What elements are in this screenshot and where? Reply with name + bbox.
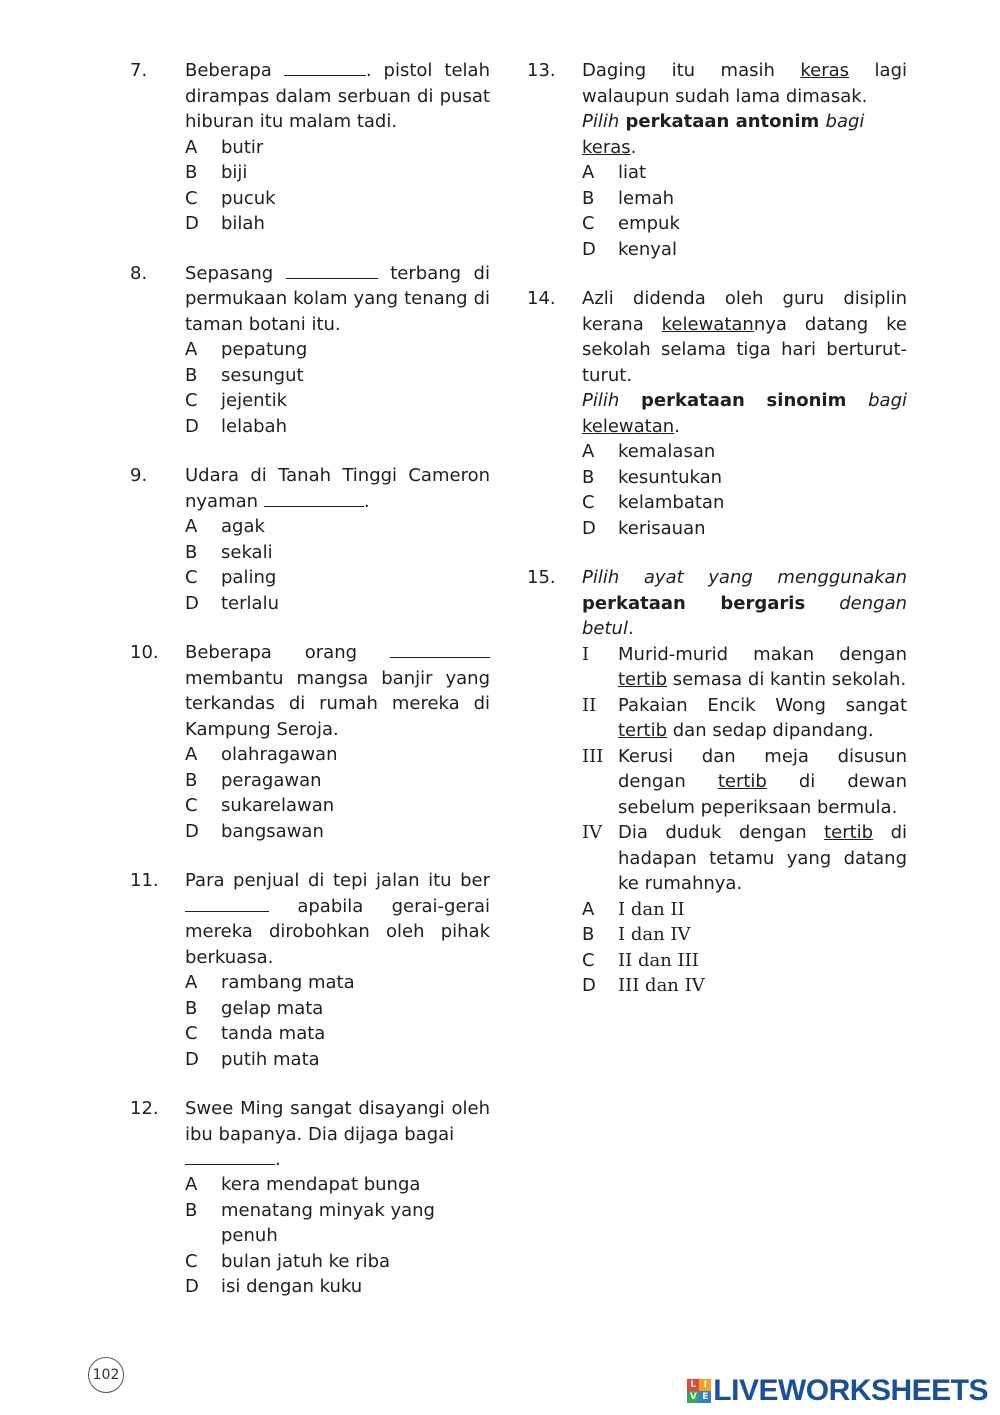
option-d[interactable]: D bangsawan — [185, 820, 324, 842]
question-number: 8. — [130, 262, 148, 284]
option-c[interactable]: C pucuk — [185, 187, 276, 209]
option-d[interactable]: D isi dengan kuku — [185, 1276, 363, 1297]
statement-iv: IV Dia duduk dengan tertib di hadapan tetamu yang datang ke rumahnya. — [582, 822, 907, 894]
question-11 — [130, 868, 490, 1072]
question-number: 12. — [130, 1098, 159, 1119]
option-b[interactable]: B biji — [185, 162, 248, 183]
question-7 — [130, 58, 490, 237]
option-c[interactable]: C paling — [185, 567, 277, 588]
question-8 — [130, 261, 490, 440]
question-number: 11. — [130, 870, 159, 891]
option-c[interactable]: C bulan jatuh ke riba — [185, 1250, 391, 1272]
option-b[interactable]: B gelap mata — [185, 997, 324, 1019]
question-instruction: Pilih ayat yang menggunakan perkataan bergaris dengan betul. — [582, 567, 908, 639]
options-list — [185, 337, 490, 439]
liveworksheets-icon: L I V E — [687, 1379, 711, 1403]
option-b[interactable]: B sekali — [185, 541, 273, 563]
option-b[interactable]: B menatang minyak yang penuh — [185, 1199, 435, 1246]
option-c[interactable]: C sukarelawan — [185, 795, 335, 816]
option-a[interactable]: A agak — [185, 516, 265, 537]
option-a[interactable]: A rambang mata — [185, 972, 355, 993]
option-d[interactable]: D kenyal — [582, 238, 677, 260]
statements-list — [582, 642, 907, 897]
options-list — [185, 514, 490, 616]
options-list — [185, 970, 490, 1072]
option-d[interactable]: D lelabah — [185, 415, 287, 437]
options-list — [582, 160, 907, 262]
options-list — [185, 1172, 490, 1300]
option-a[interactable]: A olahragawan — [185, 744, 338, 765]
question-number: 10. — [130, 642, 159, 663]
option-b[interactable]: B lemah — [582, 187, 675, 209]
statement-i: I Murid-murid makan dengan tertib semasa di kantin sekolah. — [582, 643, 907, 690]
question-13 — [527, 58, 907, 262]
options-list — [582, 439, 907, 541]
question-number: 15. — [527, 567, 556, 588]
liveworksheets-logo — [687, 1374, 988, 1408]
question-number: 14. — [527, 288, 556, 309]
answer-blank[interactable] — [185, 1150, 275, 1165]
question-stem: Sepasang terbang di permukaan kolam yang tenang di taman botani itu. — [185, 262, 490, 335]
right-column — [527, 58, 907, 999]
options-list — [582, 897, 907, 999]
question-stem: Udara di Tanah Tinggi Cameron nyaman . — [185, 465, 490, 512]
option-a[interactable]: A pepatung — [185, 339, 308, 360]
options-list — [185, 742, 490, 844]
question-number: 9. — [130, 465, 148, 486]
option-d[interactable]: D kerisauan — [582, 517, 706, 539]
question-14 — [527, 286, 907, 541]
question-stem: Swee Ming sangat disayangi oleh ibu bapanya. Dia dijaga bagai . — [185, 1098, 490, 1170]
question-stem: Azli didenda oleh guru disiplin kerana kelewatannya datang ke sekolah selama tiga hari berturut-turut. — [582, 288, 907, 386]
question-9 — [130, 463, 490, 616]
option-c[interactable]: C tanda mata — [185, 1023, 326, 1044]
question-stem: Beberapa orang membantu mangsa banjir yang terkandas di rumah mereka di Kampung Seroja. — [185, 642, 490, 740]
left-column — [130, 58, 490, 1300]
option-d[interactable]: D bilah — [185, 213, 265, 234]
question-15 — [527, 565, 907, 999]
question-number: 13. — [527, 60, 556, 81]
question-10 — [130, 640, 490, 844]
answer-blank[interactable] — [185, 897, 269, 912]
answer-blank[interactable] — [390, 643, 490, 658]
option-d[interactable]: D terlalu — [185, 592, 279, 614]
statement-iii: III Kerusi dan meja disusun dengan tertib di dewan sebelum peperiksaan bermula. — [582, 745, 907, 818]
question-stem: Daging itu masih keras lagi walaupun sudah lama dimasak. — [582, 60, 907, 107]
option-a[interactable]: A liat — [582, 162, 647, 183]
option-b[interactable]: B sesungut — [185, 364, 304, 386]
option-a[interactable]: A butir — [185, 136, 264, 158]
statement-ii: II Pakaian Encik Wong sangat tertib dan sedap dipandang. — [582, 694, 907, 741]
option-b[interactable]: B kesuntukan — [582, 466, 723, 488]
options-list — [185, 135, 490, 237]
page-number: 102 — [88, 1357, 124, 1393]
option-c[interactable]: C kelambatan — [582, 492, 725, 513]
option-b[interactable]: B peragawan — [185, 769, 322, 791]
option-a[interactable]: A kemalasan — [582, 441, 716, 462]
option-a[interactable]: A I dan II — [582, 898, 685, 920]
option-c[interactable]: C empuk — [582, 213, 680, 234]
question-instruction: Pilih perkataan antonim bagi keras. — [582, 111, 865, 158]
option-d[interactable]: D III dan IV — [582, 975, 705, 996]
question-stem: Para penjual di tepi jalan itu ber apabila gerai-gerai mereka dirobohkan oleh pihak berkuasa. — [185, 870, 490, 968]
answer-blank[interactable] — [284, 61, 366, 76]
option-a[interactable]: A kera mendapat bunga — [185, 1174, 421, 1195]
question-instruction: Pilih perkataan sinonim bagi kelewatan. — [582, 390, 907, 437]
question-number: 7. — [130, 60, 148, 81]
answer-blank[interactable] — [286, 264, 378, 279]
option-c[interactable]: C II dan III — [582, 949, 699, 971]
option-b[interactable]: B I dan IV — [582, 924, 691, 945]
option-d[interactable]: D putih mata — [185, 1048, 320, 1070]
brand-name: LIVEWORKSHEETS — [713, 1374, 988, 1407]
question-stem: Beberapa . pistol telah dirampas dalam serbuan di pusat hiburan itu malam tadi. — [185, 60, 490, 132]
question-12 — [130, 1096, 490, 1300]
answer-blank[interactable] — [264, 492, 364, 507]
option-c[interactable]: C jejentik — [185, 390, 288, 411]
